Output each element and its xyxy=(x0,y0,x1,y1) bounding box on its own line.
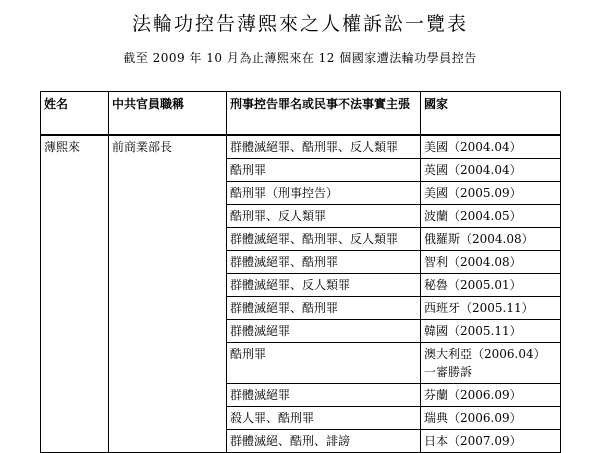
charges-cell: 殺人罪、酷刑罪 xyxy=(227,407,421,430)
country-date: 俄羅斯（2004.08） xyxy=(424,232,534,246)
country-cell xyxy=(421,343,561,384)
table-header-row xyxy=(41,92,561,136)
charges-cell: 酷刑罪 xyxy=(227,343,421,384)
header-position: 中共官員職稱 xyxy=(109,92,227,136)
country-cell xyxy=(421,430,561,453)
country-date: 英國（2004.04） xyxy=(424,163,522,177)
country-date: 波蘭（2004.05） xyxy=(424,209,522,223)
table-row xyxy=(41,135,561,159)
country-date: 澳大利亞（2006.04） xyxy=(424,347,546,361)
country-date: 秘魯（2005.01） xyxy=(424,278,522,292)
lawsuit-table xyxy=(40,91,561,453)
country-cell xyxy=(421,384,561,407)
charges-cell: 酷刑罪（刑事控告） xyxy=(227,182,421,205)
country-cell xyxy=(421,182,561,205)
country-cell xyxy=(421,135,561,159)
country-cell xyxy=(421,205,561,228)
country-date: 美國（2004.04） xyxy=(424,140,522,154)
country-cell xyxy=(421,320,561,343)
table-body xyxy=(41,135,561,453)
country-cell xyxy=(421,274,561,297)
country-date: 西班牙（2005.11） xyxy=(424,301,534,315)
country-cell xyxy=(421,159,561,182)
charges-cell: 群體滅絕罪、酷刑罪 xyxy=(227,251,421,274)
charges-cell: 群體滅絕罪、酷刑罪、反人類罪 xyxy=(227,228,421,251)
charges-cell: 酷刑罪 xyxy=(227,159,421,182)
country-date: 瑞典（2006.09） xyxy=(424,411,522,425)
country-date: 芬蘭（2006.09） xyxy=(424,388,522,402)
case-result-note: 一審勝訴 xyxy=(424,365,473,379)
country-cell xyxy=(421,251,561,274)
charges-cell: 群體滅絕罪 xyxy=(227,320,421,343)
person-position-cell: 前商業部長 xyxy=(109,135,227,453)
country-cell xyxy=(421,228,561,251)
header-charges: 刑事控告罪名或民事不法事實主張 xyxy=(227,92,421,136)
country-date: 日本（2007.09） xyxy=(424,434,522,448)
charges-cell: 群體滅絕、酷刑、誹謗 xyxy=(227,430,421,453)
person-name-cell: 薄熙來 xyxy=(41,135,109,453)
header-name: 姓名 xyxy=(41,92,109,136)
header-country: 國家 xyxy=(421,92,561,136)
country-date: 智利（2004.08） xyxy=(424,255,522,269)
document-subtitle: 截至 2009 年 10 月為止薄熙來在 12 個國家遭法輪功學員控告 xyxy=(123,51,477,65)
country-cell xyxy=(421,407,561,430)
charges-cell: 酷刑罪、反人類罪 xyxy=(227,205,421,228)
document-title: 法輪功控告薄熙來之人權訴訟一覽表 xyxy=(131,13,468,35)
charges-cell: 群體滅絕罪、反人類罪 xyxy=(227,274,421,297)
country-date: 韓國（2005.11） xyxy=(424,324,522,338)
country-date: 美國（2005.09） xyxy=(424,186,522,200)
charges-cell: 群體滅絕罪、酷刑罪、反人類罪 xyxy=(227,135,421,159)
charges-cell: 群體滅絕罪、酷刑罪 xyxy=(227,297,421,320)
charges-cell: 群體滅絕罪 xyxy=(227,384,421,407)
country-cell xyxy=(421,297,561,320)
